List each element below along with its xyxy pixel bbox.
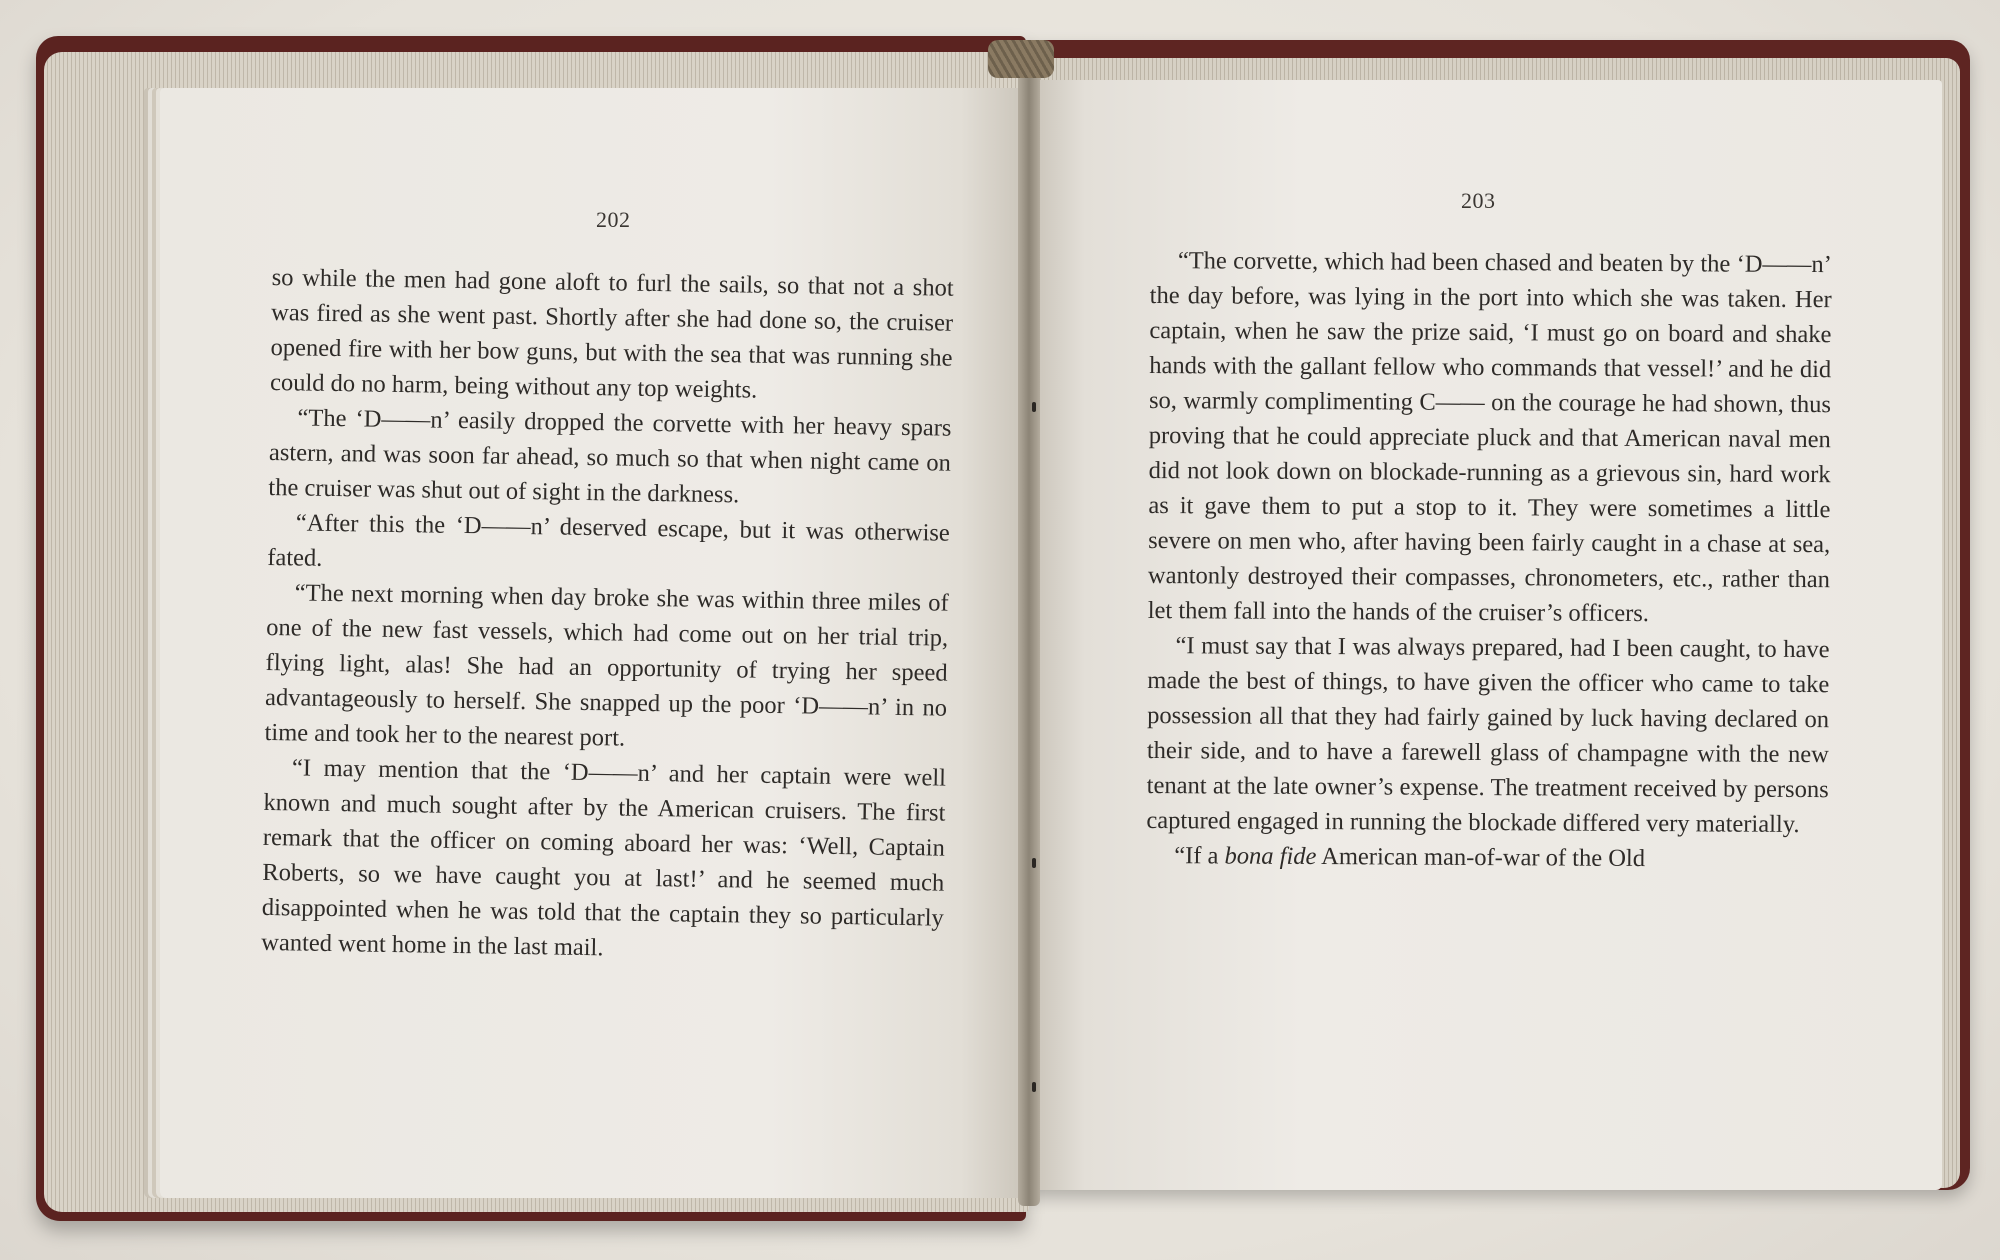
paragraph: “I must say that I was always prepared, had I been caught, to have made the best of things, to have given the officer who came to take possession all that they had fairly gained by luck having declared on their side, and to have a farewell glass of champagne with the new tenant at the late owner’s expense. The treatment received by persons captured engaged in running the blockade differed very materially. <box>1146 632 1830 838</box>
left-page-text <box>261 260 954 971</box>
paragraph: “The ‘D——n’ easily dropped the corvette with her heavy spars astern, and was soon far ahead, so much so that when night came on the cruiser was shut out of sight in the darkness. <box>268 404 952 509</box>
last-line-suffix: American man-of-war of the Old <box>1316 843 1646 873</box>
book-gutter <box>1018 56 1040 1206</box>
spine-mark <box>1032 858 1036 868</box>
spine-mark <box>1032 1082 1036 1092</box>
book-headband <box>988 40 1054 78</box>
left-page-number: 202 <box>596 207 631 232</box>
right-page-number: 203 <box>1461 188 1496 213</box>
last-line-prefix: “If a <box>1174 842 1225 870</box>
right-page-text <box>1146 243 1832 877</box>
paragraph: so while the men had gone aloft to furl the sails, so that not a shot was fired as she went past. Shortly after she had done so, the cruiser opened fire with her bow guns, but with the sea that was running she could do no harm, being without any top weights. <box>269 263 954 404</box>
spine-mark <box>1032 402 1036 412</box>
paragraph: “The corvette, which had been chased and beaten by the ‘D——n’ the day before, was lying in the port into which she was taken. Her captain, when he saw the prize said, ‘I must go on board and shake hands with the gallant fellow who commands that vessel!’ and he did so, warmly complimenting C—— on the courage he had shown, thus proving that he could appreciate pluck and that American naval men did not look down on blockade-running as a grievous sin, hard work as it gave them to put a stop to it. They were sometimes a little severe on men who, after having been fairly caught in a chase at sea, wantonly destroyed their compasses, chronometers, etc., rather than let them fall into the hands of the cruiser’s officers. <box>1147 247 1832 628</box>
paragraph: “After this the ‘D——n’ deserved escape, but it was otherwise fated. <box>267 509 951 572</box>
paragraph: “The next morning when day broke she was within three miles of one of the new fast vessels, which had come out on her trial trip, flying light, alas! She had an opportunity of trying her speed advantageously to herself. She snapped up the poor ‘D——n’ in no time and took her to the nearest port. <box>264 579 949 752</box>
last-line-italic: bona fide <box>1224 842 1317 871</box>
paragraph-last-line <box>1146 838 1828 877</box>
paragraph: “I may mention that the ‘D——n’ and her captain were well known and much sought after by the American cruisers. The first remark that the officer on coming aboard her was: ‘Well, Captain Roberts, so we have caught you at last!’ and he seemed much disappointed when he was told that the captain they so particularly wanted went home in the last mail. <box>261 754 947 962</box>
